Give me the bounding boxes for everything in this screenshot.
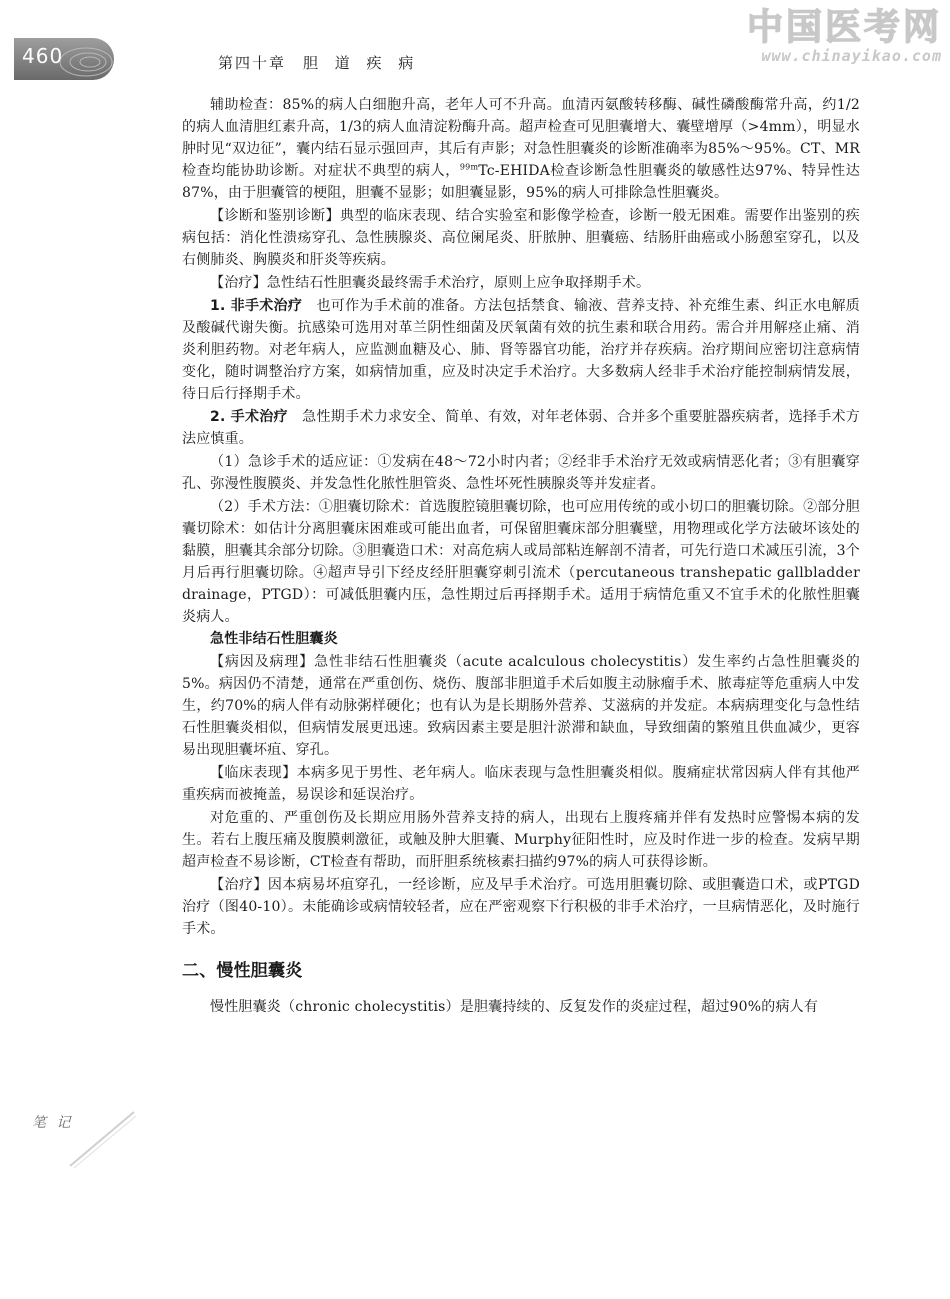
chapter-title: 第四十章 胆 道 疾 病 — [218, 54, 416, 72]
page-number: 460 — [22, 44, 64, 68]
paragraph-clinical-detail: 对危重的、严重创伤及长期应用肠外营养支持的病人，出现右上腹疼痛并伴有发热时应警惕本病的发生。若右上腹压痛及腹膜刺激征，或触及肿大胆囊、Murphy征阳性时，应及时作进一步的检查。发病早期超声检查不易诊断，CT检查有帮助，而肝胆系统核素扫描约97%的病人可获得诊断。 — [182, 810, 860, 870]
subheading-acalculous: 急性非结石性胆囊炎 — [210, 631, 338, 647]
paragraph-nonsurgical — [182, 295, 860, 405]
watermark-site-name: 中国医考网 — [746, 7, 942, 48]
watermark-url: www.chinayikao.com — [761, 47, 942, 65]
superscript-isotope: 99m — [459, 162, 479, 172]
notes-label: 笔 记 — [32, 1115, 74, 1131]
watermark — [747, 8, 942, 64]
subheading-surgical: 2. 手术治疗 — [210, 409, 288, 425]
page-body — [182, 94, 860, 1018]
paragraph-text: 急性期手术力求安全、简单、有效，对年老体弱、合并多个重要脏器疾病者，选择手术方法应慎重。 — [182, 409, 860, 447]
paragraph-treatment-principle: 【治疗】急性结石性胆囊炎最终需手术治疗，原则上应争取择期手术。 — [210, 275, 651, 291]
paragraph-surgical — [182, 406, 860, 450]
paragraph-acalculous-treatment: 【治疗】因本病易坏疽穿孔，一经诊断，应及早手术治疗。可选用胆囊切除、或胆囊造口术，或PTGD治疗（图40-10）。未能确诊或病情较轻者，应在严密观察下行积极的非手术治疗，一旦病情恶化，及时施行手术。 — [182, 877, 860, 937]
section-title-chronic: 二、慢性胆囊炎 — [182, 961, 303, 981]
paragraph-emergency-indications: （1）急诊手术的适应证：①发病在48～72小时内者；②经非手术治疗无效或病情恶化者；③有胆囊穿孔、弥漫性腹膜炎、并发急性化脓性胆管炎、急性坏死性胰腺炎等并发症者。 — [182, 454, 860, 492]
paragraph-text: 辅助检查：85%的病人白细胞升高，老年人可不升高。血清丙氨酸转移酶、碱性磷酸酶常升高，约1/2的病人血清胆红素升高，1/3的病人血清淀粉酶升高。超声检查可见胆囊增大、囊壁增厚（>4mm），明显水肿时见“双边征”，囊内结石显示强回声，其后有声影；对急性胆囊炎的诊断准确率为85%～95%。CT、MR检查均能协助诊断。对症状不典型的病人， — [182, 97, 860, 179]
paragraph-surgical-methods: （2）手术方法：①胆囊切除术：首选腹腔镜胆囊切除，也可应用传统的或小切口的胆囊切除。②部分胆囊切除术：如估计分离胆囊床困难或可能出血者，可保留胆囊床部分胆囊壁，用物理或化学方法破坏该处的黏膜，胆囊其余部分切除。③胆囊造口术：对高危病人或局部粘连解剖不清者，可先行造口术减压引流，3个月后再行胆囊切除。④超声导引下经皮经肝胆囊穿刺引流术（percutaneous transhepatic gallbladder drainage，PTGD）：可减低胆囊内压，急性期过后再择期手术。适用于病情危重又不宜手术的化脓性胆囊炎病人。 — [182, 499, 860, 625]
paragraph-diagnosis: 【诊断和鉴别诊断】典型的临床表现、结合实验室和影像学检查，诊断一般无困难。需要作出鉴别的疾病包括：消化性溃疡穿孔、急性胰腺炎、高位阑尾炎、肝脓肿、胆囊癌、结肠肝曲癌或小肠憩室穿孔，以及右侧肺炎、胸膜炎和肝炎等疾病。 — [182, 208, 860, 268]
paragraph-chronic-intro: 慢性胆囊炎（chronic cholecystitis）是胆囊持续的、反复发作的炎症过程，超过90%的病人有 — [210, 999, 819, 1015]
paragraph-text: 也可作为手术前的准备。方法包括禁食、输液、营养支持、补充维生素、纠正水电解质及酸碱代谢失衡。抗感染可选用对革兰阴性细菌及厌氧菌有效的抗生素和联合用药。需合并用解痉止痛、消炎利胆药物。对老年病人，应监测血糖及心、肺、肾等器官功能，治疗并存疾病。治疗期间应密切注意病情变化，随时调整治疗方案，如病情加重，应及时决定手术治疗。大多数病人经非手术治疗能控制病情发展，待日后行择期手术。 — [182, 298, 860, 402]
paragraph-text-tail: Tc-EHIDA检查诊断急性胆囊炎的敏感性达97%、特异性达87%，由于胆囊管的梗阻，胆囊不显影；如胆囊显影，95%的病人可排除急性胆囊炎。 — [182, 163, 860, 201]
paragraph-etiology: 【病因及病理】急性非结石性胆囊炎（acute acalculous cholecystitis）发生率约占急性胆囊炎的5%。病因仍不清楚，通常在严重创伤、烧伤、腹部非胆道手术后如腹主动脉瘤手术、脓毒症等危重病人中发生，约70%的病人伴有动脉粥样硬化；也有认为是长期肠外营养、艾滋病的并发症。本病病理变化与急性结石性胆囊炎相似，但病情发展更迅速。致病因素主要是胆汁淤滞和缺血，导致细菌的繁殖且供血减少，更容易出现胆囊坏疽、穿孔。 — [182, 654, 860, 758]
paragraph-auxiliary-exam — [182, 94, 860, 204]
paragraph-clinical: 【临床表现】本病多见于男性、老年病人。临床表现与急性胆囊炎相似。腹痛症状常因病人伴有其他严重疾病而被掩盖，易误诊和延误治疗。 — [182, 765, 860, 803]
subheading-nonsurgical: 1. 非手术治疗 — [210, 298, 303, 314]
